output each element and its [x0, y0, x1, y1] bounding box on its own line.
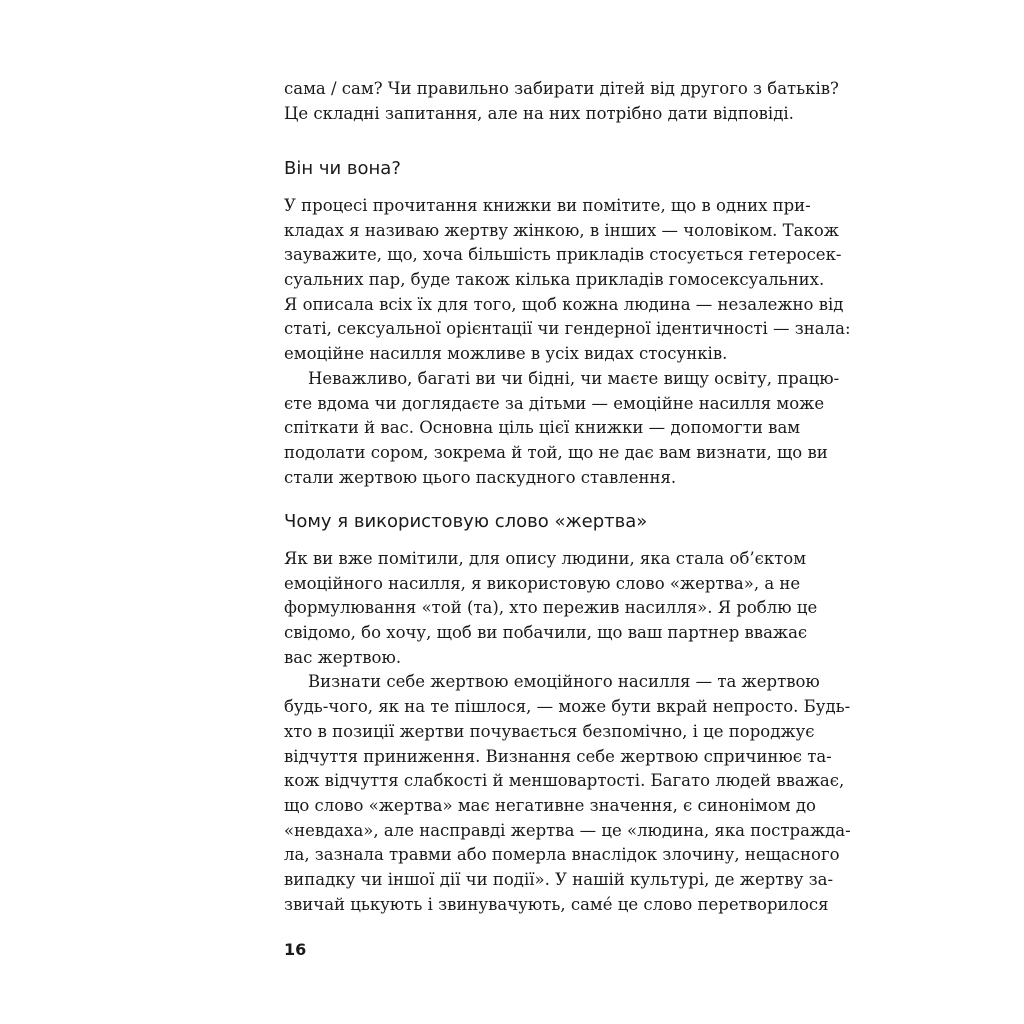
- text-line: Я описала всіх їх для того, щоб кожна людина — незалежно від: [284, 294, 844, 314]
- text-line: стали жертвою цього паскудного ставлення.: [284, 467, 677, 487]
- text-line: хто в позиції жертви почувається безпомічно, і це породжує: [284, 721, 815, 741]
- text-line: Як ви вже помітили, для опису людини, яка стала об’єктом: [284, 549, 807, 568]
- text-line: емоційного насилля, я використовую слово «жертва», а не: [284, 573, 801, 593]
- section-body: [284, 194, 851, 490]
- text-line: єте вдома чи доглядаєте за дітьми — емоційне насилля може: [284, 393, 825, 413]
- text-line: емоційне насилля можливе в усіх видах стосунків.: [284, 344, 728, 364]
- text-line: сама / сам? Чи правильно забирати дітей від другого з батьків?: [284, 79, 839, 98]
- text-line: випадку чи іншої дії чи події». У нашій культурі, де жертву за-: [284, 869, 834, 889]
- text-line: У процесі прочитання книжки ви помітите, що в одних при-: [284, 196, 811, 215]
- text-line: зауважите, що, хоча більшість прикладів стосується гетеросек-: [284, 245, 842, 265]
- page-number: 16: [284, 940, 307, 959]
- paragraph-continuation: [284, 77, 839, 126]
- section-heading: Чому я використовую слово «жертва»: [284, 511, 648, 532]
- text-line: кладах я називаю жертву жінкою, в інших — чоловіком. Також: [284, 220, 839, 240]
- text-line: що слово «жертва» має негативне значення, є синонімом до: [284, 795, 816, 815]
- text-line: відчуття приниження. Визнання себе жертвою спричинює та-: [284, 746, 832, 766]
- text-line: свідомо, бо хочу, щоб ви побачили, що ваш партнер вважає: [284, 623, 808, 643]
- text-line: формулювання «той (та), хто пережив насилля». Я роблю це: [284, 598, 818, 618]
- text-line: ла, зазнала травми або померла внаслідок злочину, нещасного: [284, 845, 840, 865]
- text-line: Неважливо, багаті ви чи бідні, чи маєте вищу освіту, працю-: [308, 368, 840, 388]
- section-body: [284, 547, 851, 917]
- text-line: Визнати себе жертвою емоційного насилля — та жертвою: [308, 672, 820, 692]
- text-line: кож відчуття слабкості й меншовартості. Багато людей вважає,: [284, 771, 845, 791]
- text-line: будь-чого, як на те пішлося, — може бути вкрай непросто. Будь-: [284, 697, 851, 717]
- text-line: суальних пар, буде також кілька прикладів гомосексуальних.: [284, 270, 825, 290]
- text-line: подолати сором, зокрема й той, що не дає вам визнати, що ви: [284, 442, 828, 462]
- text-line: «невдаха», але насправді жертва — це «людина, яка постражда-: [284, 820, 851, 840]
- section-heading: Він чи вона?: [284, 158, 401, 179]
- text-line: Це складні запитання, але на них потрібно дати відповіді.: [284, 103, 794, 123]
- text-line: звичай цькують і звинувачують, саме́ це слово перетворилося: [284, 894, 829, 914]
- text-line: вас жертвою.: [284, 647, 402, 667]
- text-line: статі, сексуальної орієнтації чи гендерної ідентичності — знала:: [284, 319, 851, 339]
- text-line: спіткати й вас. Основна ціль цієї книжки — допомогти вам: [284, 418, 801, 438]
